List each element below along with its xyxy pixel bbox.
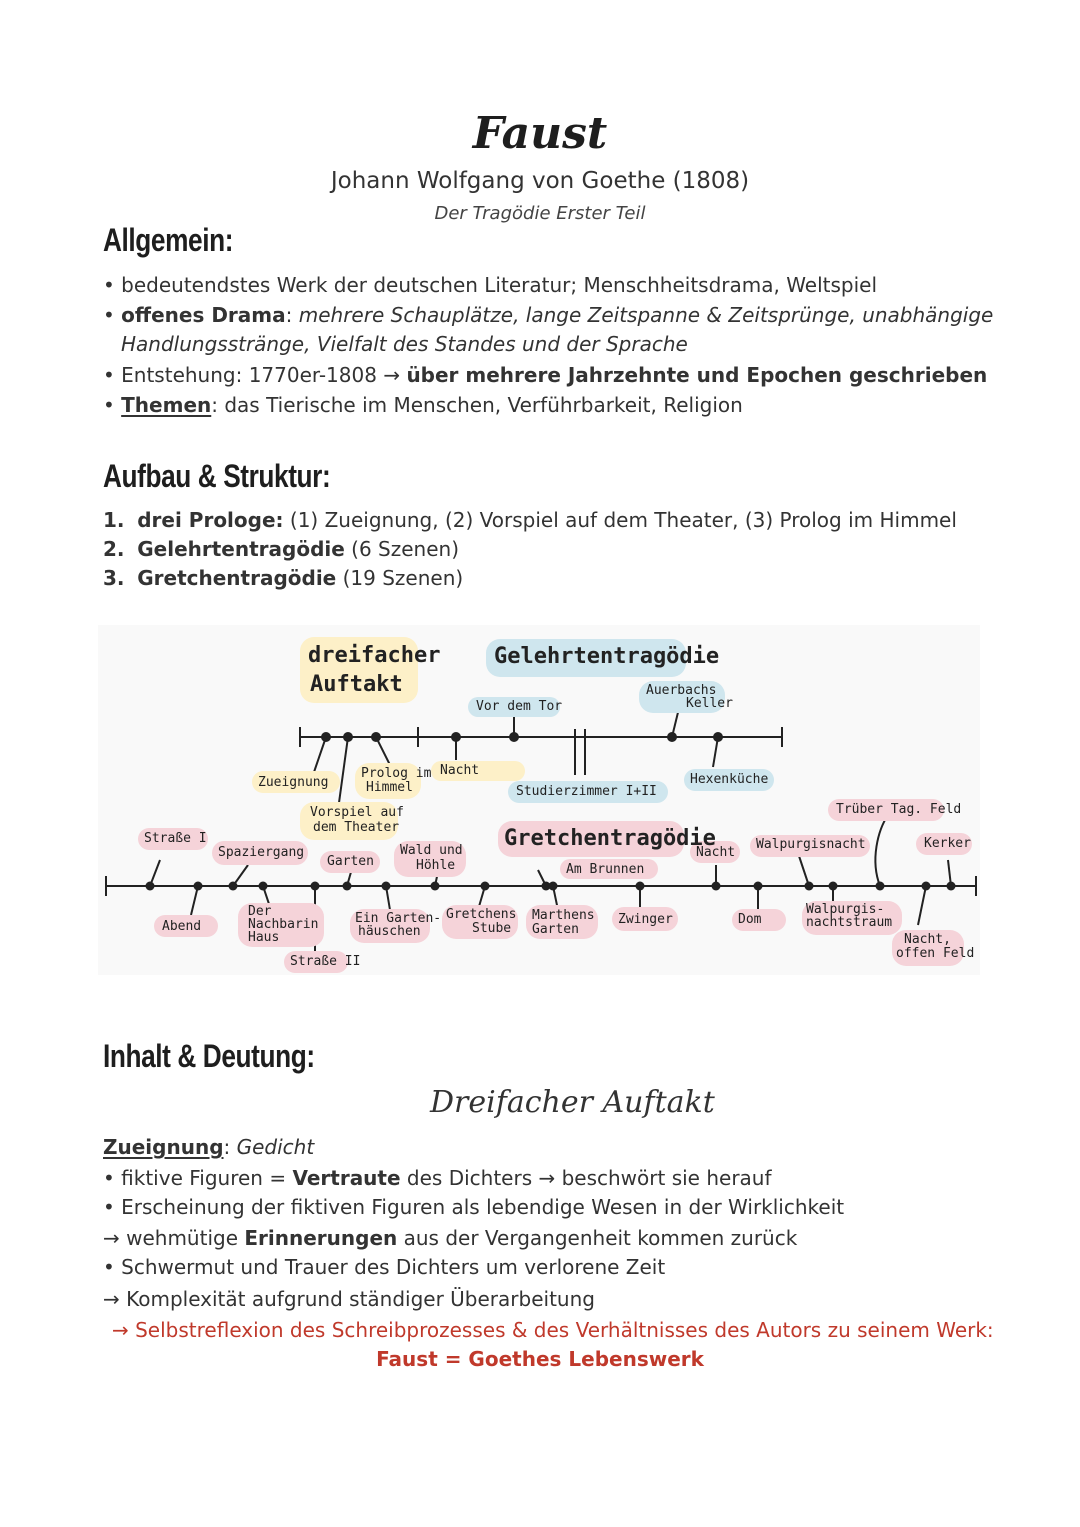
structure-diagram: [98, 625, 980, 975]
text: drei Prologe:: [137, 508, 284, 532]
list-item: • Erscheinung der fiktiven Figuren als lebendige Wesen in der Wirklichkeit: [103, 1195, 845, 1219]
num: 1.: [103, 508, 125, 532]
scene-auerbachs-2: Keller: [686, 696, 733, 711]
scene-vor-dem-tor: Vor dem Tor: [476, 699, 563, 714]
scene-nacht-offen-feld-2: offen Feld: [896, 946, 975, 961]
zueignung-line: [103, 1135, 314, 1159]
scene-zueignung: Zueignung: [258, 775, 329, 790]
conclusion-summary: Faust = Goethes Lebenswerk: [376, 1347, 704, 1371]
scene-wald: Wald und: [400, 843, 463, 858]
text: Gelehrtentragödie: [137, 537, 345, 561]
text: :: [223, 1135, 237, 1159]
scene-vorspiel-2: dem Theater: [313, 820, 400, 835]
list-item: • fiktive Figuren = Vertraute des Dichters → beschwört sie herauf: [103, 1166, 772, 1190]
scene-gartenhaeuschen: Ein Garten-: [355, 911, 442, 926]
text: (1) Zueignung, (2) Vorspiel auf dem Theater, (3) Prolog im Himmel: [283, 508, 957, 532]
list-item: → Komplexität aufgrund ständiger Überarbeitung: [103, 1287, 595, 1311]
text: fiktive Figuren =: [121, 1166, 293, 1190]
scene-nacht-bottom: Nacht: [696, 845, 736, 860]
scene-marthens-garten-2: Garten: [532, 922, 579, 937]
text: des Dichters → beschwört sie herauf: [400, 1166, 772, 1190]
scene-strasse-1: Straße I: [144, 831, 207, 846]
text: (19 Szenen): [336, 566, 464, 590]
label-dreifacher: dreifacher: [308, 643, 441, 668]
text: :: [285, 303, 299, 327]
list-item: [103, 566, 463, 590]
scene-auerbachs: Auerbachs: [646, 683, 717, 698]
list-item: • offenes Drama: mehrere Schauplätze, lange Zeitspanne & Zeitsprünge, unabhängige: [103, 303, 994, 327]
text: offenes Drama: [121, 303, 286, 327]
text: über mehrere Jahrzehnte und Epochen geschrieben: [406, 363, 988, 387]
subtitle: Der Tragödie Erster Teil: [434, 203, 646, 224]
heading-aufbau: Aufbau & Struktur:: [103, 458, 331, 494]
scene-gartenhaeuschen-2: häuschen: [358, 924, 421, 939]
text: Gretchentragödie: [137, 566, 337, 590]
scene-prolog: Prolog im: [361, 766, 432, 781]
scene-strasse-2: Straße II: [290, 954, 361, 969]
conclusion-line: → Selbstreflexion des Schreibprozesses & des Verhältnisses des Autors zu seinem Werk:: [112, 1318, 994, 1342]
scene-dom: Dom: [738, 912, 762, 927]
scene-gretchens-stube: Gretchens: [446, 907, 517, 922]
list-item: [103, 1226, 797, 1250]
scene-nachbarin-3: Haus: [248, 930, 280, 945]
scene-walpurgisnacht: Walpurgisnacht: [756, 837, 866, 852]
handwritten-note: Dreifacher Auftakt: [430, 1085, 715, 1120]
text: Erscheinung der fiktiven Figuren als lebendige Wesen in der Wirklichkeit: [121, 1195, 845, 1219]
author-line: Johann Wolfgang von Goethe (1808): [330, 168, 750, 194]
text: Entstehung: 1770er-1808 →: [121, 363, 407, 387]
scene-wald-2: Höhle: [416, 858, 456, 873]
num: 2.: [103, 537, 125, 561]
scene-nacht-offen-feld: Nacht,: [904, 932, 951, 947]
scene-studierzimmer: Studierzimmer I+II: [516, 784, 657, 799]
text: Gedicht: [236, 1135, 315, 1159]
list-item: • Themen: das Tierische im Menschen, Verführbarkeit, Religion: [103, 393, 743, 417]
list-item: • bedeutendstes Werk der deutschen Literatur; Menschheitsdrama, Weltspiel: [103, 273, 878, 297]
heading-inhalt: Inhalt & Deutung:: [103, 1038, 315, 1074]
text: : das Tierische im Menschen, Verführbarkeit, Religion: [211, 393, 743, 417]
text: aus der Vergangenheit kommen zurück: [397, 1226, 798, 1250]
scene-abend: Abend: [162, 919, 202, 934]
list-item: [103, 537, 459, 561]
label-auftakt: Auftakt: [310, 672, 403, 697]
scene-gretchens-stube-2: Stube: [472, 921, 512, 936]
text: (6 Szenen): [344, 537, 460, 561]
text: Vertraute: [292, 1166, 401, 1190]
scene-walpurgisnachtstraum-2: nachtstraum: [806, 915, 893, 930]
scene-trueber-tag: Trüber Tag. Feld: [836, 802, 962, 817]
list-item: • Schwermut und Trauer des Dichters um verlorene Zeit: [103, 1255, 666, 1279]
list-item: [103, 508, 957, 532]
text: Erinnerungen: [244, 1226, 398, 1250]
text: → wehmütige: [103, 1226, 245, 1250]
label-gretchentragoedie: Gretchentragödie: [504, 826, 716, 851]
text: mehrere Schauplätze, lange Zeitspanne & Zeitsprünge, unabhängige: [298, 303, 994, 327]
text: Themen: [121, 393, 212, 417]
num: 3.: [103, 566, 125, 590]
scene-zwinger: Zwinger: [618, 912, 673, 927]
text: Zueignung: [103, 1135, 224, 1159]
scene-garten: Garten: [327, 854, 374, 869]
scene-nachbarin: Der: [248, 904, 272, 919]
scene-prolog-2: Himmel: [366, 780, 413, 795]
text: Schwermut und Trauer des Dichters um verlorene Zeit: [121, 1255, 666, 1279]
label-gelehrtentragoedie: Gelehrtentragödie: [494, 644, 720, 669]
page-title: Faust: [472, 108, 608, 159]
text: bedeutendstes Werk der deutschen Literatur; Menschheitsdrama, Weltspiel: [121, 273, 878, 297]
scene-vorspiel: Vorspiel auf: [310, 805, 404, 820]
scene-walpurgisnachtstraum: Walpurgis-: [806, 902, 885, 917]
scene-kerker: Kerker: [924, 836, 971, 851]
list-item-continued: Handlungsstränge, Vielfalt des Standes und der Sprache: [121, 332, 688, 356]
scene-spaziergang: Spaziergang: [218, 845, 305, 860]
scene-hexenkueche: Hexenküche: [690, 772, 769, 787]
scene-nachbarin-2: Nachbarin: [248, 917, 319, 932]
heading-allgemein: Allgemein:: [103, 222, 234, 258]
scene-am-brunnen: Am Brunnen: [566, 862, 645, 877]
list-item: • Entstehung: 1770er-1808 → über mehrere Jahrzehnte und Epochen geschrieben: [103, 363, 988, 387]
scene-nacht-top: Nacht: [440, 763, 480, 778]
scene-marthens-garten: Marthens: [532, 908, 595, 923]
